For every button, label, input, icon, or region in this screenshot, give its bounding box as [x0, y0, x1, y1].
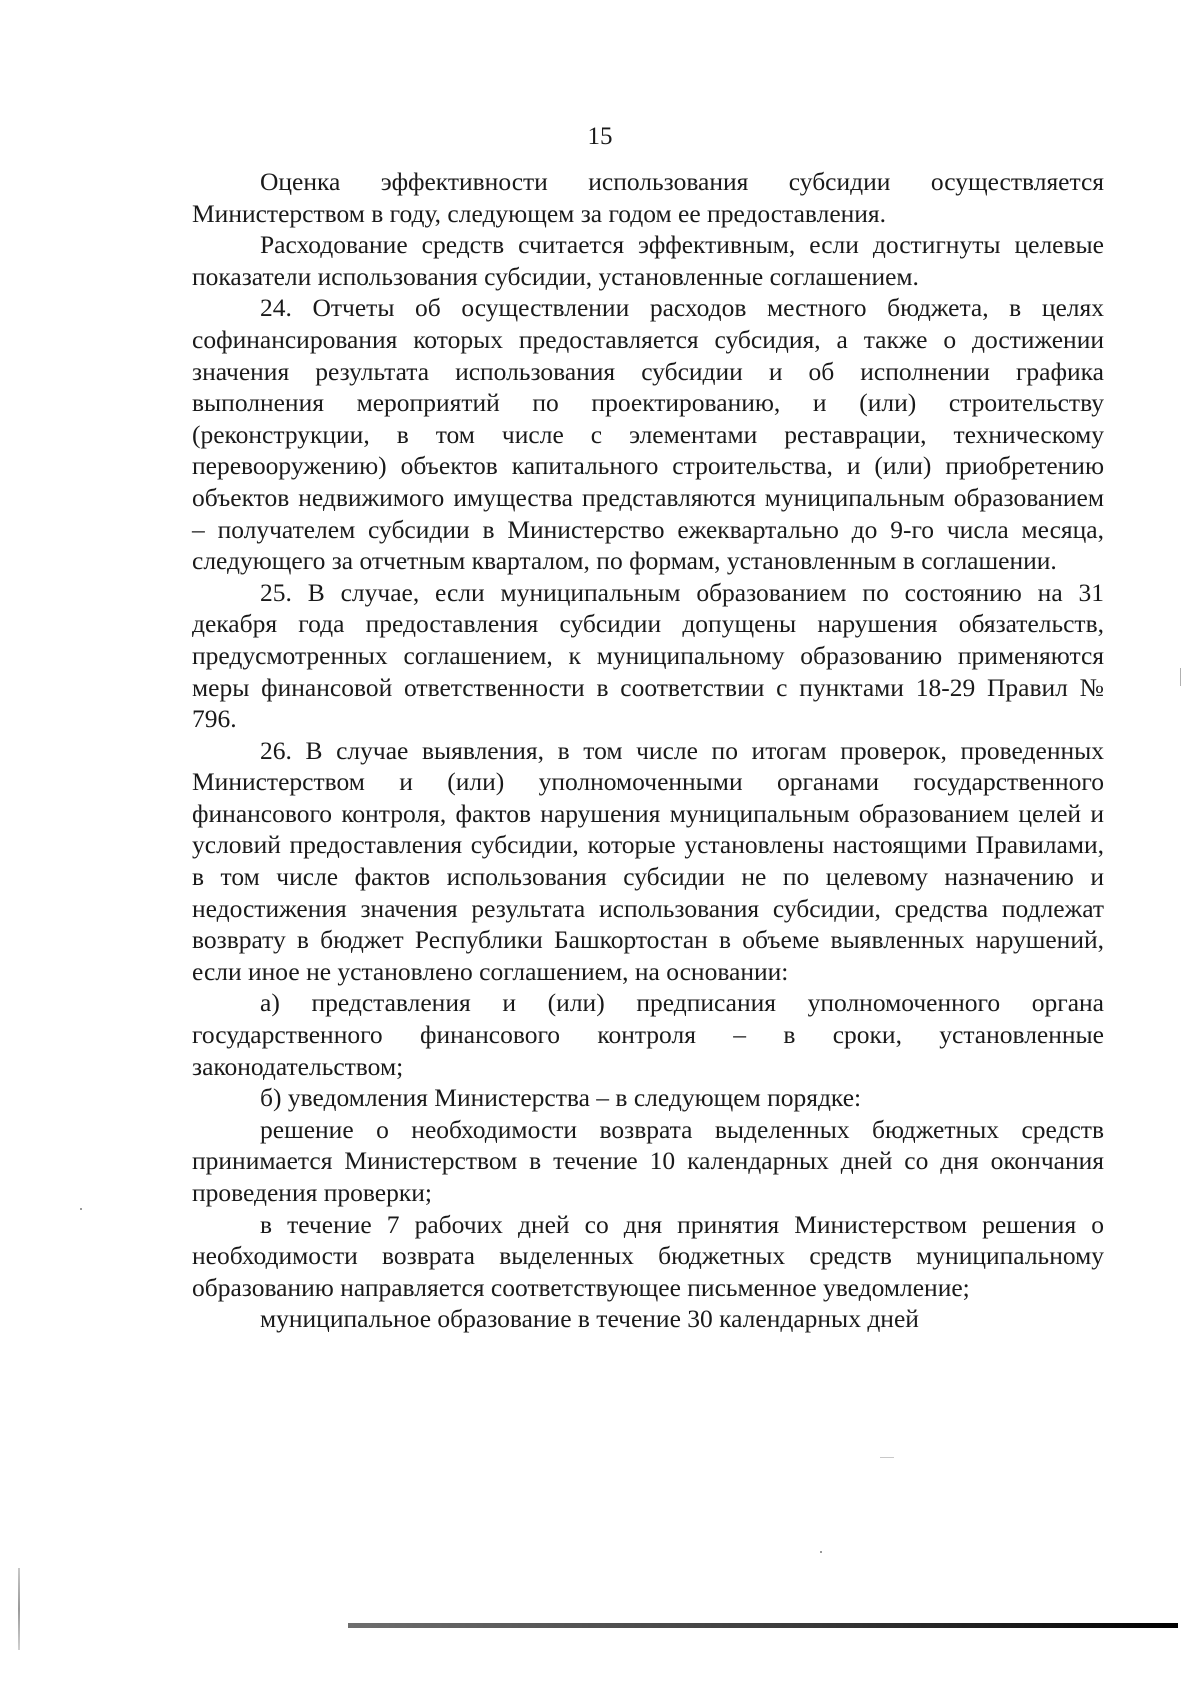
- page-number: 15: [587, 123, 613, 150]
- paragraph-return-decision: решение о необходимости возврата выделенных бюджетных средств принимается Министерством в течение 10 календарных дней со дня окончания проведения проверки;: [192, 1114, 1104, 1207]
- scan-artifact-right: [1180, 668, 1181, 686]
- document-body: [192, 166, 1104, 1335]
- paragraph-item-26: 26. В случае выявления, в том числе по итогам проверок, проведенных Министерством и (или) уполномоченными органами государственного финансового контроля, фактов нарушения муниципальным образованием целей и условий предоставления субсидии, которые установлены настоящими Правилами, в том числе фактов использования субсидии не по целевому назначению и недостижения значения результата использования субсидии, средства подлежат возврату в бюджет Республики Башкортостан в объеме выявленных нарушений, если иное не установлено соглашением, на основании:: [192, 735, 1104, 986]
- paragraph-item-25: 25. В случае, если муниципальным образованием по состоянию на 31 декабря года предоставления субсидии допущены нарушения обязательств, предусмотренных соглашением, к муниципальному образованию применяются меры финансовой ответственности в соответствии с пунктами 18-29 Правил № 796.: [192, 577, 1104, 734]
- paragraph-efficient-spending: Расходование средств считается эффективным, если достигнуты целевые показатели использования субсидии, установленные соглашением.: [192, 230, 1104, 291]
- scan-speck: [80, 1208, 82, 1210]
- scan-artifact-left: [18, 1568, 20, 1650]
- scan-speck: [880, 1457, 894, 1458]
- paragraph-municipal-deadline: муниципальное образование в течение 30 календарных дней: [260, 1304, 919, 1334]
- paragraph-notification: в течение 7 рабочих дней со дня принятия Министерством решения о необходимости возврата выделенных бюджетных средств муниципальному образованию направляется соответствующее письменное уведомление;: [192, 1209, 1104, 1302]
- paragraph-subitem-b: б) уведомления Министерства – в следующем порядке:: [260, 1083, 862, 1113]
- paragraph-subitem-a: а) представления и (или) предписания уполномоченного органа государственного финансового контроля – в сроки, установленные законодательством;: [192, 988, 1104, 1081]
- paragraph-item-24: 24. Отчеты об осуществлении расходов местного бюджета, в целях софинансирования которых предоставляется субсидия, а также о достижении значения результата использования субсидии и об исполнении графика выполнения мероприятий по проектированию, и (или) строительству (реконструкции, в том числе с элементами реставрации, техническому перевооружению) объектов капитального строительства, и (или) приобретению объектов недвижимого имущества представляются муниципальным образованием – получателем субсидии в Министерство ежеквартально до 9-го числа месяца, следующего за отчетным кварталом, по формам, установленным в соглашении.: [192, 293, 1104, 576]
- scan-speck: [820, 1551, 822, 1553]
- paragraph-efficiency-assessment: Оценка эффективности использования субсидии осуществляется Министерством в году, следующем за годом ее предоставления.: [192, 167, 1104, 228]
- scan-edge-line: [348, 1623, 1178, 1628]
